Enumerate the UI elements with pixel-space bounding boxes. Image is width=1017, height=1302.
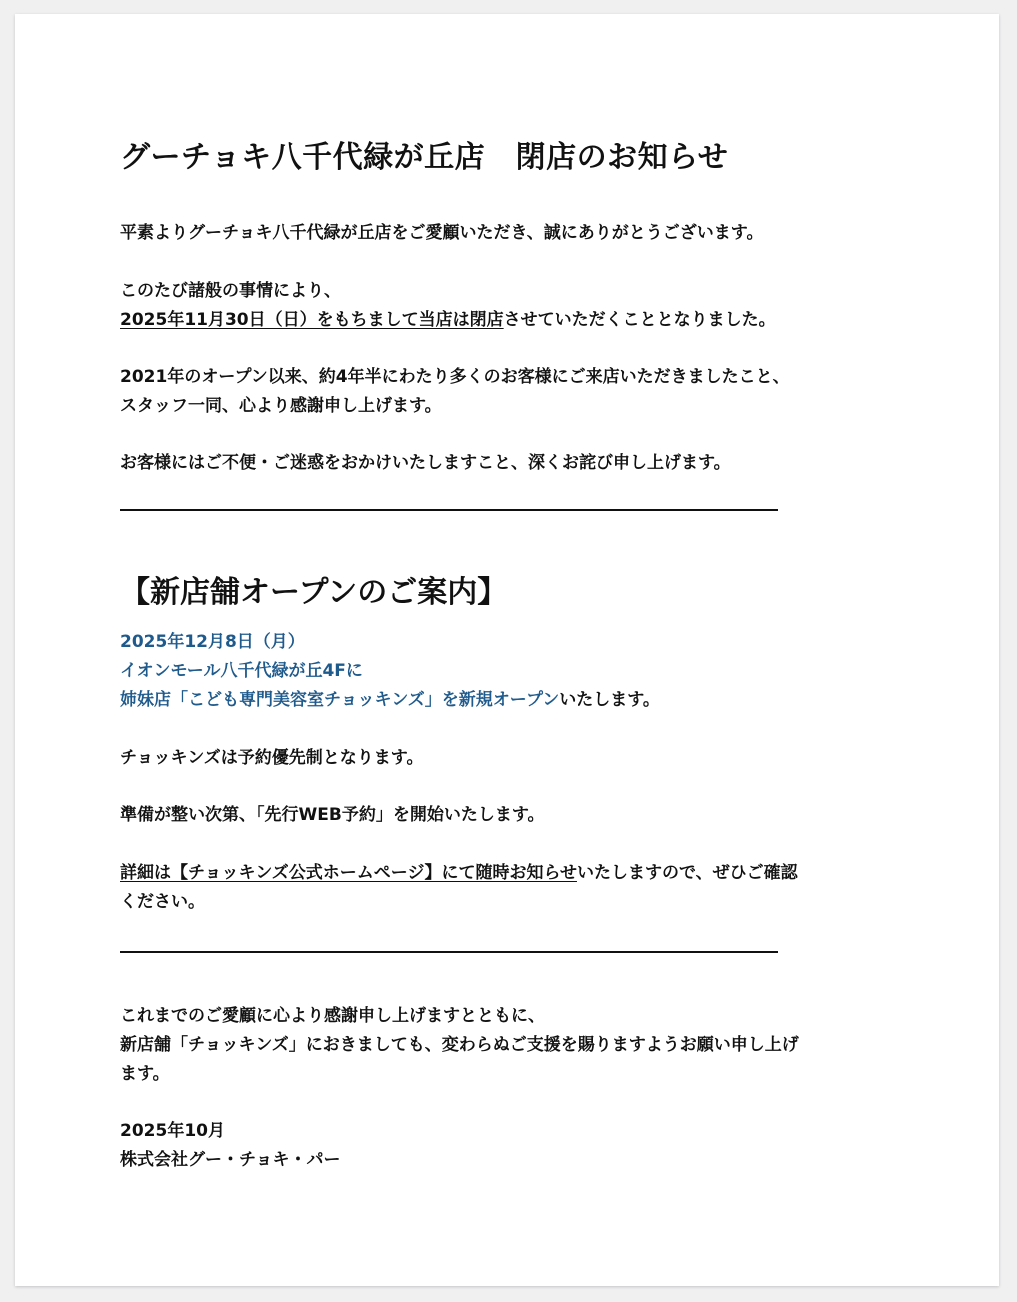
thanks-line-1: 2021年のオープン以来、約4年半にわたり多くのお客様にご来店いただきましたこと、: [120, 367, 790, 387]
details-line-2: ください。: [120, 892, 205, 912]
closing-date-rest: させていただくこととなりました。: [503, 310, 776, 330]
details-underlined: 詳細は【チョッキンズ公式ホームページ】にて随時お知らせ: [120, 863, 577, 883]
intro-text: 平素よりグーチョキ八千代緑が丘店をご愛顧いただき、誠にありがとうございます。: [120, 223, 764, 243]
final-line-1: これまでのご愛顧に心より感謝申し上げますとともに、: [120, 1006, 545, 1026]
thanks-line-2: スタッフ一同、心より感謝申し上げます。: [120, 396, 442, 416]
closing-date-line: [120, 308, 776, 332]
details-rest: いたしますので、ぜひご確認: [576, 863, 798, 883]
web-reservation-note: 準備が整い次第、「先行WEB予約」を開始いたします。: [120, 805, 545, 825]
final-line-3: ます。: [120, 1064, 170, 1084]
document-page: [15, 14, 999, 1286]
section-divider: [120, 509, 778, 511]
new-store-heading: 【新店舗オープンのご案内】: [120, 575, 508, 610]
company-name: 株式会社グー・チョキ・パー: [120, 1150, 341, 1170]
new-store-name-rest: いたします。: [559, 690, 660, 710]
final-line-2: 新店舗「チョッキンズ」におきましても、変わらぬご支援を賜りますようお願い申し上げ: [120, 1035, 799, 1055]
closing-reason-text: このたび諸般の事情により、: [120, 281, 341, 301]
closing-date-underlined: 2025年11月30日（日）をもちまして当店は閉店: [120, 310, 504, 330]
new-store-name-line: [120, 688, 660, 712]
details-line-1: [120, 861, 798, 885]
page-title: グーチョキ八千代緑が丘店 閉店のお知らせ: [120, 140, 729, 175]
new-store-location: イオンモール八千代緑が丘4Fに: [120, 661, 363, 681]
issue-date: 2025年10月: [120, 1121, 225, 1141]
new-store-name: 姉妹店「こども専門美容室チョッキンズ」を新規オープン: [120, 690, 560, 710]
new-store-date: 2025年12月8日（月）: [120, 632, 305, 652]
section-divider-2: [120, 951, 778, 953]
reservation-note: チョッキンズは予約優先制となります。: [120, 748, 424, 768]
apology-text: お客様にはご不便・ご迷惑をおかけいたしますこと、深くお詫び申し上げます。: [120, 453, 731, 473]
